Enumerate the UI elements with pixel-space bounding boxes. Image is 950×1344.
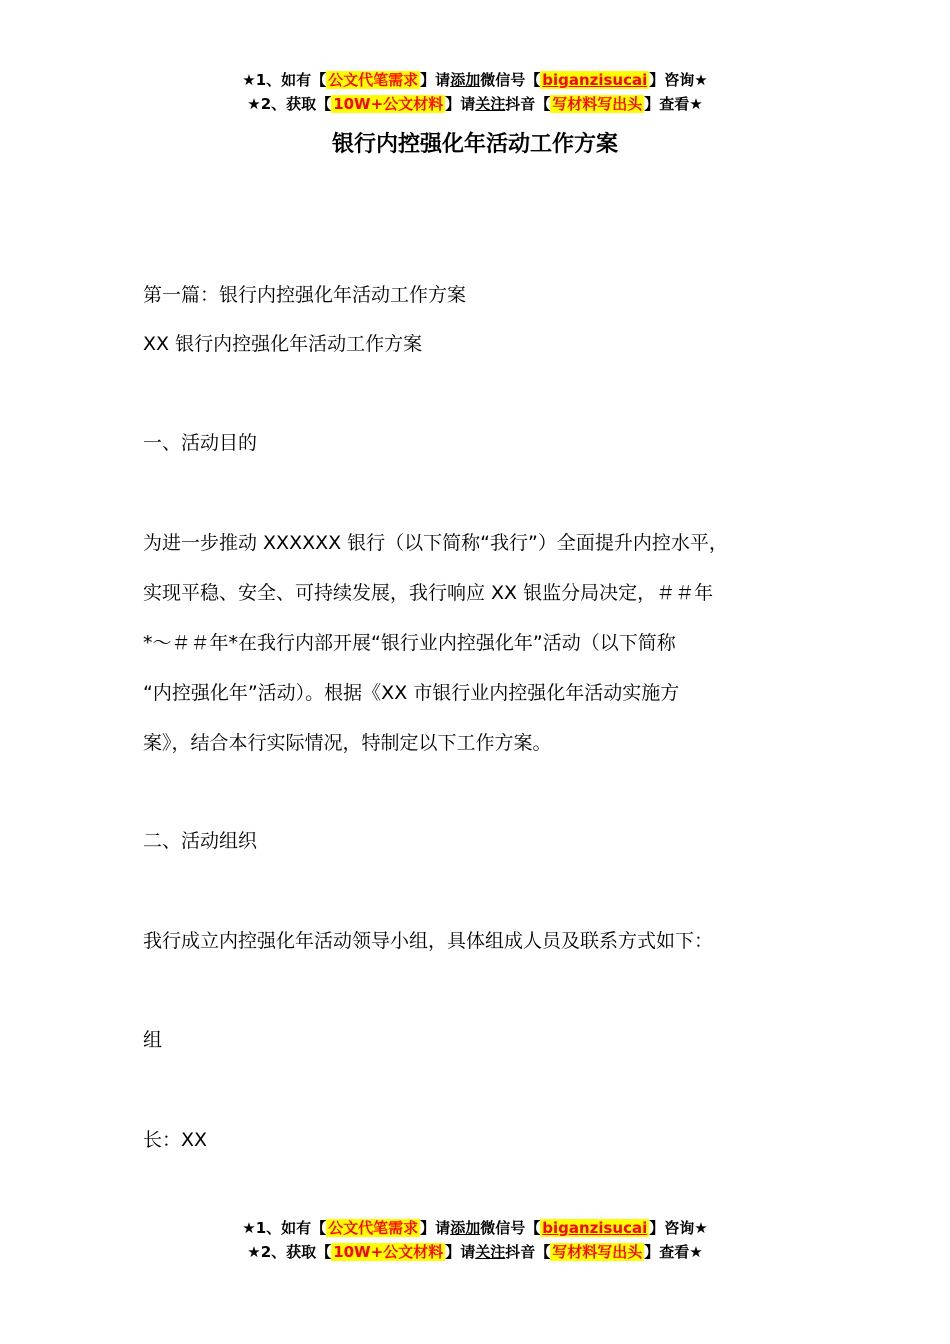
promo-underline: 关注 (475, 1243, 506, 1261)
promo-line-1 (0, 68, 950, 92)
promo-text: 】查看★ (644, 95, 703, 113)
promo-highlight: 10W+公文材料 (333, 95, 444, 113)
douyin-account: 写材料写出头 (552, 1243, 643, 1261)
promo-highlight: 10W+公文材料 (333, 1243, 444, 1261)
paragraph-line: “内控强化年”活动）。根据《XX 市银行业内控强化年活动实施方 (143, 682, 680, 704)
promo-text: 】咨询★ (649, 1219, 708, 1237)
promo-underline: 添加 (450, 71, 481, 89)
promo-highlight: 公文代笔需求 (328, 1219, 419, 1237)
organization-paragraph: 我行成立内控强化年活动领导小组，具体组成人员及联系方式如下： (143, 930, 714, 952)
wechat-id-link[interactable]: biganzisucai (542, 1219, 648, 1237)
promo-banner-top (0, 68, 950, 116)
paragraph-line: 案》，结合本行实际情况，特制定以下工作方案。 (143, 732, 552, 754)
promo-underline: 添加 (450, 1219, 481, 1237)
promo-text: 】请 (445, 1243, 476, 1261)
promo-text: ★2、获取【 (247, 1243, 332, 1261)
leader-line: 长：XX (143, 1129, 208, 1151)
promo-text: 】请 (420, 1219, 451, 1237)
promo-text: ★1、如有【 (242, 1219, 327, 1237)
section-heading-organization: 二、活动组织 (143, 830, 258, 852)
paragraph-line: *～＃＃年*在我行内部开展“银行业内控强化年”活动（以下简称 (143, 632, 676, 654)
douyin-account: 写材料写出头 (552, 95, 643, 113)
promo-highlight: 公文代笔需求 (328, 71, 419, 89)
chapter-heading: 第一篇：银行内控强化年活动工作方案 (143, 284, 467, 306)
promo-text: 抖音【 (505, 1243, 551, 1261)
document-title: 银行内控强化年活动工作方案 (331, 132, 618, 157)
paragraph-line: 为进一步推动 XXXXXX 银行（以下简称“我行”）全面提升内控水平， (143, 532, 728, 554)
promo-line-2 (0, 1240, 950, 1264)
promo-text: 】查看★ (644, 1243, 703, 1261)
promo-line-1 (0, 1216, 950, 1240)
promo-text: 】咨询★ (649, 71, 708, 89)
group-label: 组 (143, 1029, 163, 1051)
section-heading-purpose: 一、活动目的 (143, 432, 258, 454)
document-subtitle: XX 银行内控强化年活动工作方案 (143, 333, 423, 355)
promo-text: ★2、获取【 (247, 95, 332, 113)
promo-text: 】请 (420, 71, 451, 89)
promo-text: ★1、如有【 (242, 71, 327, 89)
promo-text: 微信号【 (480, 71, 541, 89)
wechat-id-link[interactable]: biganzisucai (542, 71, 648, 89)
promo-text: 抖音【 (505, 95, 551, 113)
promo-banner-bottom (0, 1216, 950, 1264)
paragraph-line: 实现平稳、安全、可持续发展，我行响应 XX 银监分局决定，＃＃年 (143, 582, 714, 604)
promo-text: 微信号【 (480, 1219, 541, 1237)
purpose-paragraph (143, 518, 833, 768)
promo-underline: 关注 (475, 95, 506, 113)
promo-line-2 (0, 92, 950, 116)
promo-text: 】请 (445, 95, 476, 113)
